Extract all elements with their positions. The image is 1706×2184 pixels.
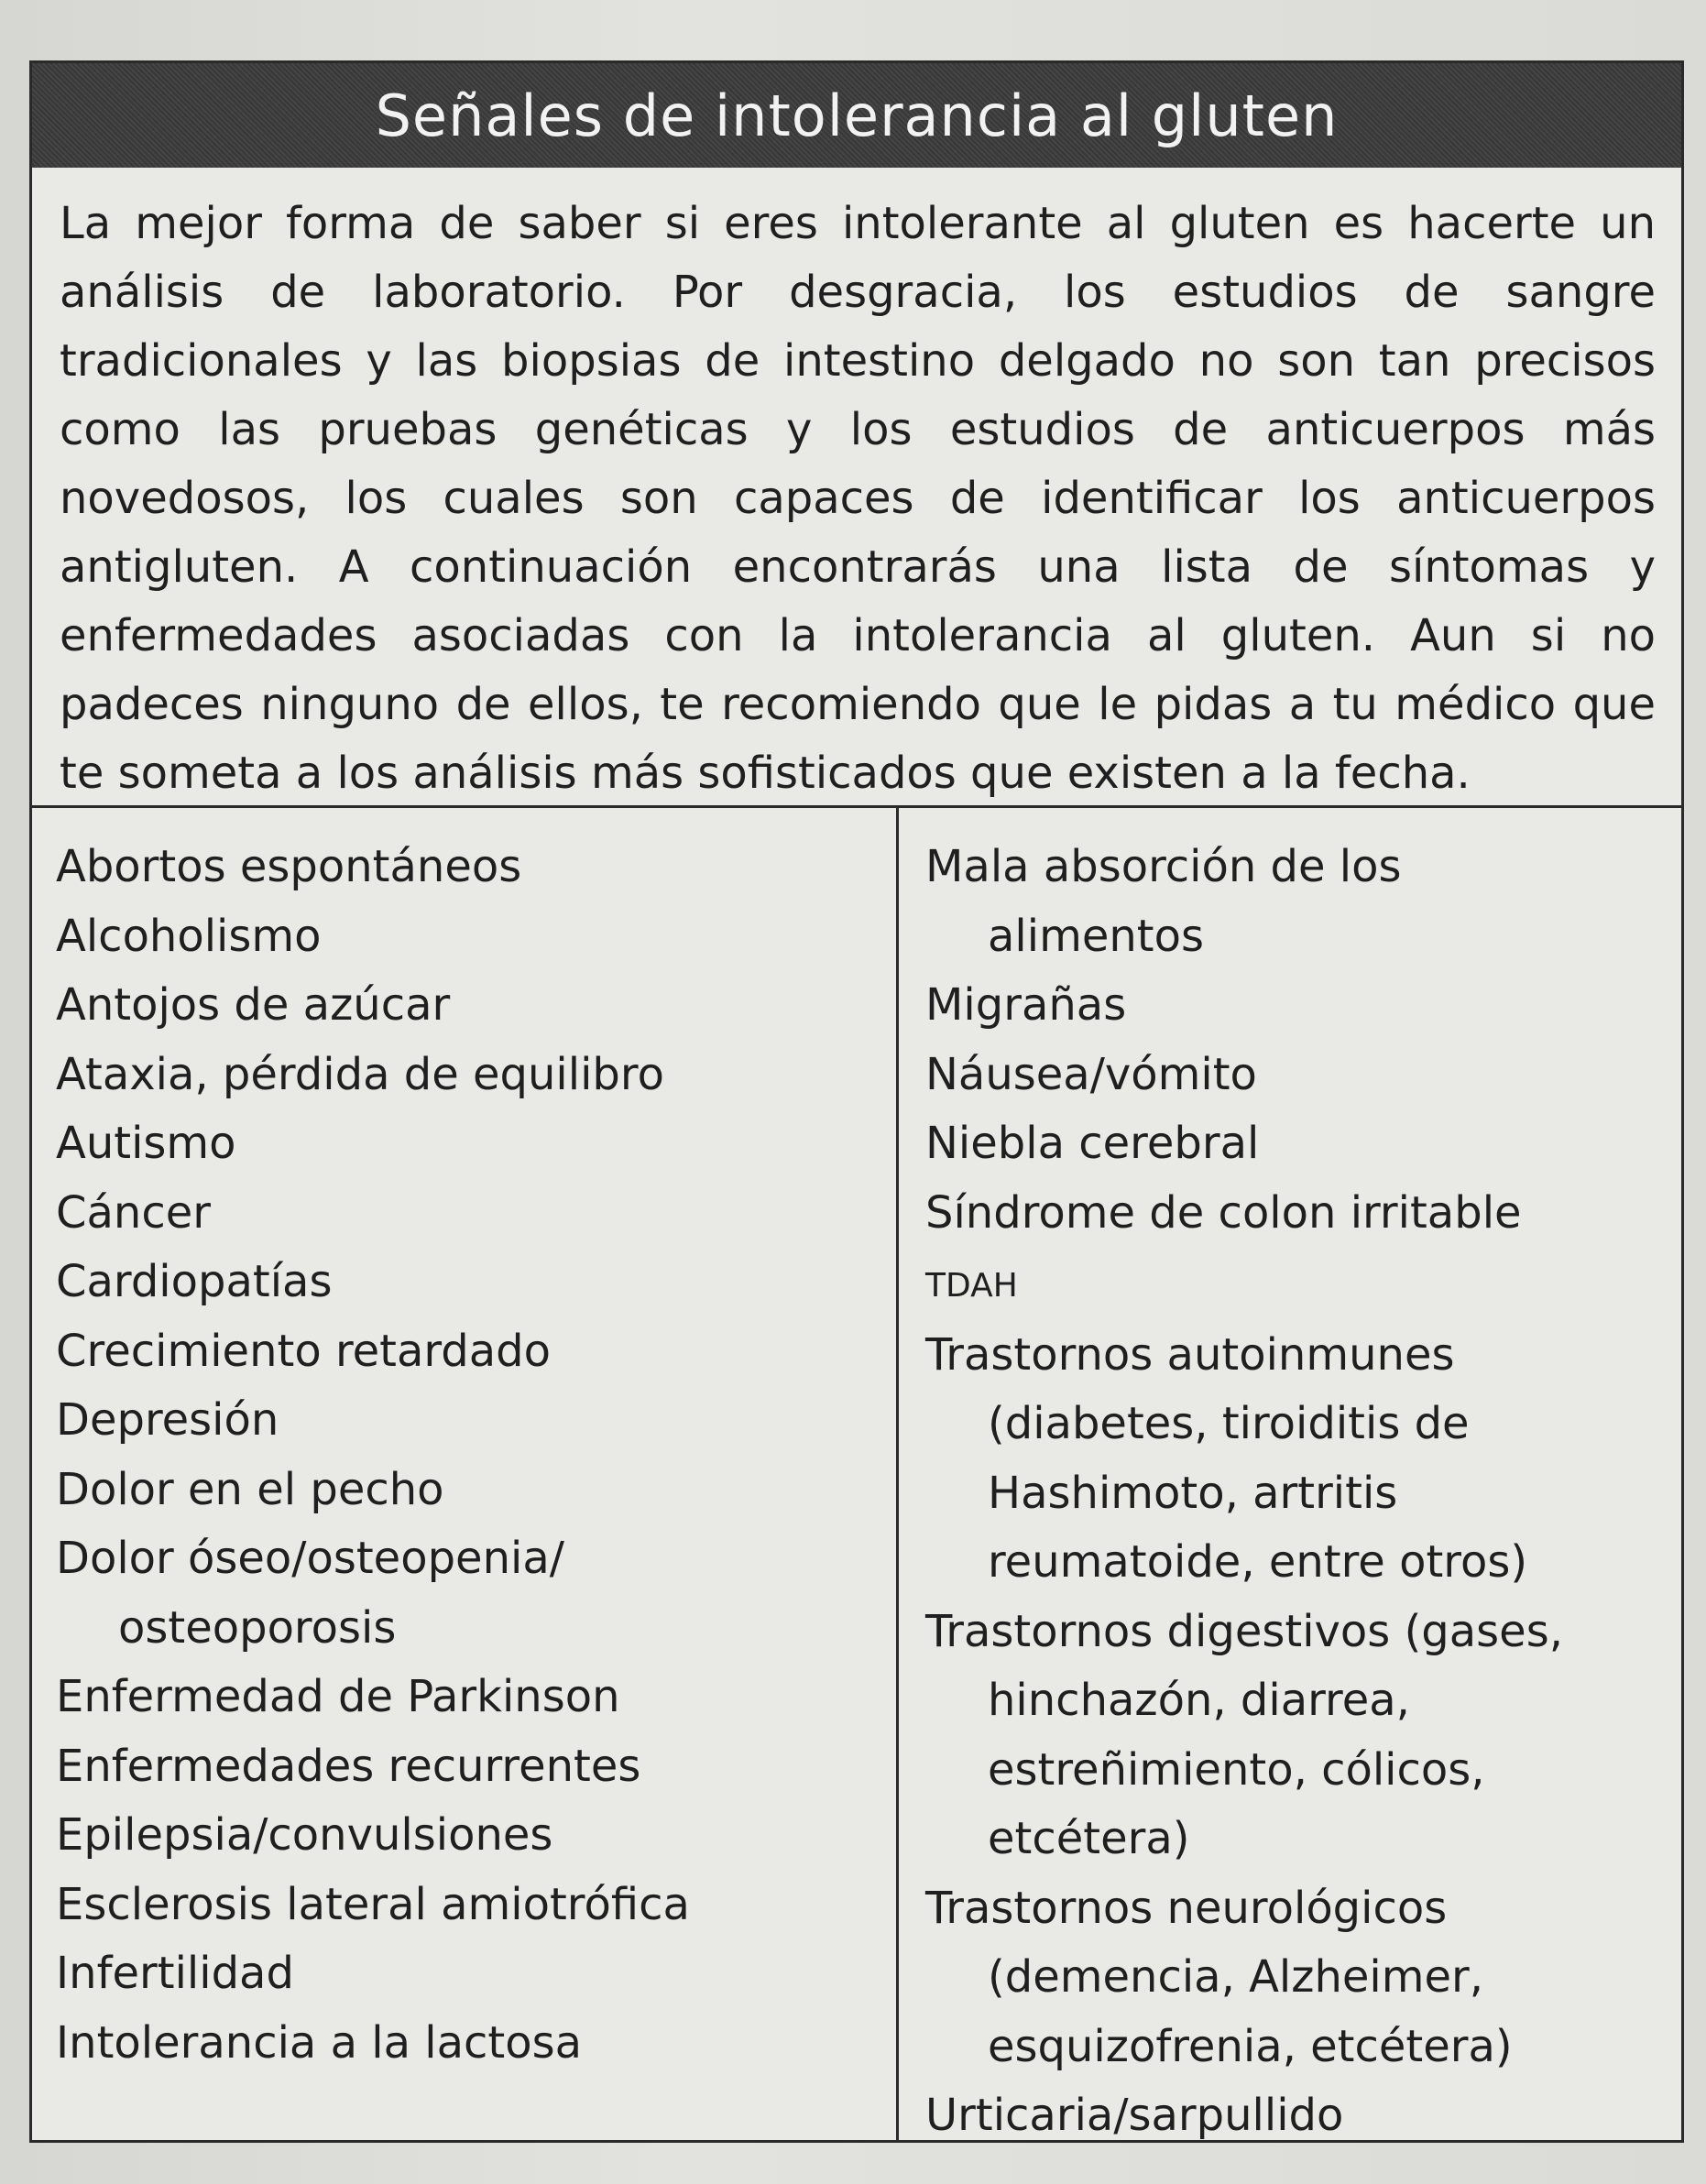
list-item: Síndrome de colon irritable bbox=[925, 1186, 1522, 1239]
list-item-abbrev: TDAH bbox=[925, 1267, 1018, 1305]
list-item: Ataxia, pérdida de equilibro bbox=[56, 1048, 664, 1100]
list-item: Mala absorción de los alimentos bbox=[925, 841, 1402, 962]
list-item: Cardiopatías bbox=[56, 1256, 333, 1307]
list-item: Urticaria/sarpullido bbox=[925, 2090, 1344, 2141]
intro-paragraph: La mejor forma de saber si eres intolerante al gluten es hacerte un análisis de laboratorio. Por desgracia, los estudios de sangre tradicionales y las biopsias de intestino delgado no son tan precisos como las pruebas genéticas y los estudios de anticuerpos más novedosos, los cuales son capaces de identificar los anticuerpos antigluten. A continuación encontrarás una lista de síntomas y enfermedades asociadas con la intolerancia al gluten. Aun si no padeces ninguno de ellos, te recomiendo que le pidas a tu médico que te someta a los análisis más sofisticados que existen a la fecha. bbox=[60, 198, 1656, 799]
right-column-list bbox=[925, 833, 1658, 2151]
list-item: Trastornos autoinmunes (diabetes, tiroiditis de Hashimoto, artritis reumatoide, entre otros) bbox=[925, 1328, 1528, 1588]
list-item: Epilepsia/convulsiones bbox=[56, 1809, 553, 1861]
list-item: Náusea/vómito bbox=[925, 1048, 1257, 1100]
list-item: Trastornos digestivos (gases, hinchazón, diarrea, estreñimiento, cólicos, etcétera) bbox=[925, 1605, 1563, 1864]
list-item: Abortos espontáneos bbox=[56, 841, 522, 892]
title-bar bbox=[32, 63, 1681, 168]
list-item: Enfermedades recurrentes bbox=[56, 1740, 641, 1792]
list-item: Alcoholismo bbox=[56, 910, 322, 962]
box-title: Señales de intolerancia al gluten bbox=[375, 82, 1339, 149]
left-column-list bbox=[56, 833, 880, 2078]
horizontal-divider bbox=[32, 805, 1681, 808]
list-item: Depresión bbox=[56, 1394, 279, 1446]
column-divider bbox=[896, 808, 899, 2140]
list-item: Dolor óseo/osteopenia/ osteoporosis bbox=[56, 1533, 564, 1654]
list-item: Autismo bbox=[56, 1118, 236, 1169]
list-item: Cáncer bbox=[56, 1186, 212, 1239]
list-item: Niebla cerebral bbox=[925, 1118, 1260, 1169]
list-item bbox=[925, 1248, 1658, 1321]
list-item: Intolerancia a la lactosa bbox=[56, 2016, 583, 2069]
list-item: Trastornos neurológicos (demencia, Alzheimer, esquizofrenia, etcétera) bbox=[925, 1882, 1513, 2072]
list-item: Dolor en el pecho bbox=[56, 1463, 444, 1515]
list-item: Infertilidad bbox=[56, 1948, 294, 1999]
list-item: Esclerosis lateral amiotrófica bbox=[56, 1878, 690, 1930]
list-item: Antojos de azúcar bbox=[56, 979, 451, 1031]
sidebar-box bbox=[29, 60, 1684, 2143]
list-item: Enfermedad de Parkinson bbox=[56, 1671, 620, 1722]
list-item: Crecimiento retardado bbox=[56, 1325, 551, 1377]
list-item: Migrañas bbox=[925, 979, 1127, 1031]
